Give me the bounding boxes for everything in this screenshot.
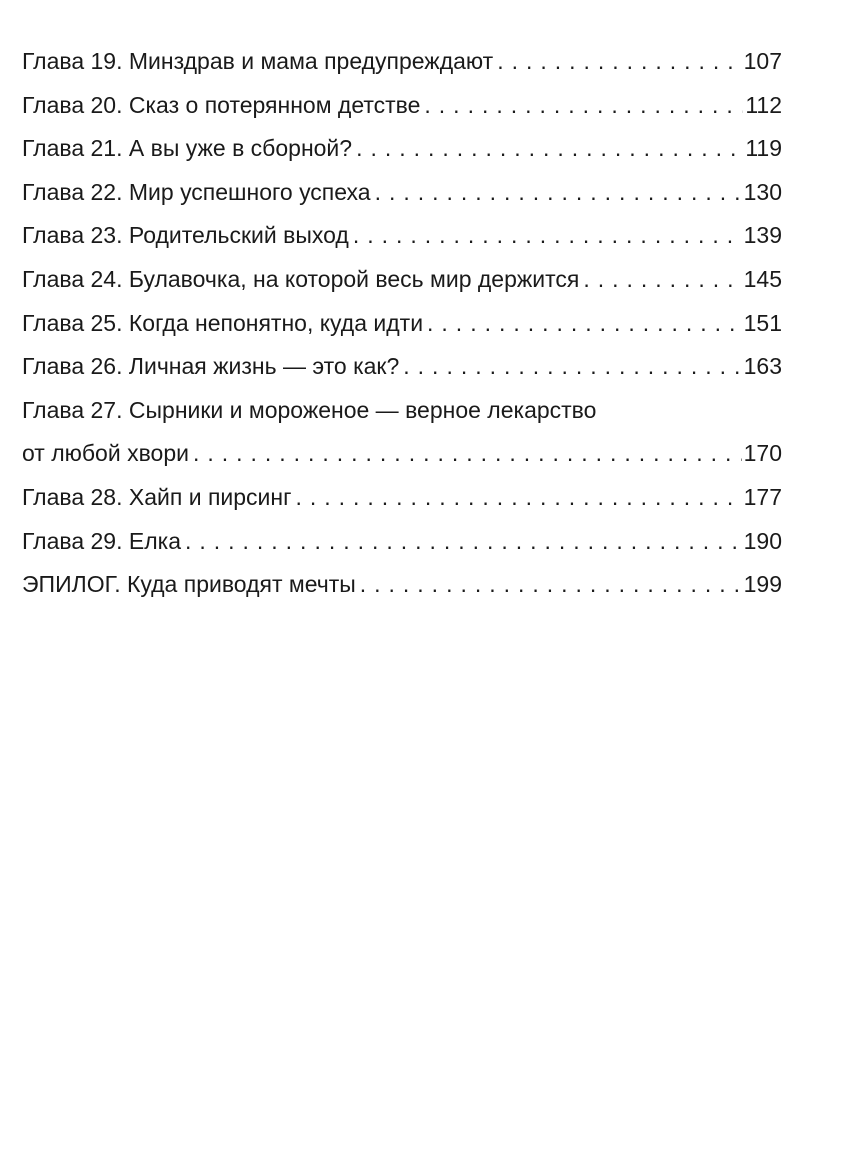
toc-entry-title: Глава 27. Сырники и мороженое — верное лекарство — [22, 396, 597, 423]
toc-entry-title: Глава 19. Минздрав и мама предупреждают — [22, 48, 494, 74]
toc-entry-22[interactable] — [22, 171, 782, 215]
toc-leader-dots — [360, 563, 742, 607]
toc-page-number: 151 — [743, 309, 782, 336]
toc-leader-dots — [375, 171, 742, 215]
toc-entry-title: Глава 21. А вы уже в сборной? — [22, 135, 353, 162]
toc-entry-title: Глава 26. Личная жизнь — это как? — [22, 353, 400, 380]
toc-page-number: 163 — [743, 353, 782, 380]
toc-entry-title: Глава 20. Сказ о потерянном детстве — [22, 91, 421, 118]
toc-page-number: 119 — [745, 135, 782, 162]
toc-leader-dots — [193, 432, 742, 476]
toc-entry-title: Глава 29. Елка — [22, 527, 182, 554]
toc-page-number: 190 — [743, 527, 782, 554]
toc-leader-dots — [427, 302, 742, 346]
toc-entry-title: Глава 25. Когда непонятно, куда идти — [22, 309, 424, 336]
toc-page-number: 145 — [743, 265, 782, 292]
toc-leader-dots — [497, 40, 741, 84]
toc-entry-title: Глава 28. Хайп и пирсинг — [22, 483, 292, 510]
toc-entry-title: Глава 23. Родительский выход — [22, 222, 349, 249]
toc-leader-dots — [583, 258, 741, 302]
toc-entry-23[interactable] — [22, 214, 782, 258]
toc-entry-title: Глава 24. Булавочка, на которой весь мир держится — [22, 265, 580, 292]
toc-page-number: 130 — [743, 178, 782, 205]
toc-entry-19[interactable] — [22, 40, 782, 84]
toc-page-number: 112 — [745, 91, 782, 118]
toc-entry-21[interactable] — [22, 127, 782, 171]
toc-entry-epilogue[interactable] — [22, 563, 782, 607]
toc-leader-dots — [403, 345, 741, 389]
toc-page-number: 139 — [743, 222, 782, 249]
toc-entry-27-line-2[interactable] — [22, 432, 782, 476]
toc-page-number: 199 — [743, 571, 782, 598]
toc-leader-dots — [424, 84, 743, 128]
toc-entry-title: Глава 22. Мир успешного успеха — [22, 178, 371, 205]
toc-leader-dots — [353, 214, 742, 258]
toc-page-number: 170 — [743, 440, 782, 467]
toc-leader-dots — [356, 127, 743, 171]
toc-entry-26[interactable] — [22, 345, 782, 389]
toc-page-number: 177 — [743, 483, 782, 510]
toc-leader-dots — [295, 476, 741, 520]
toc-page-number: 107 — [743, 48, 782, 74]
toc-entry-title: ЭПИЛОГ. Куда приводят мечты — [22, 571, 356, 598]
toc-entry-28[interactable] — [22, 476, 782, 520]
toc-entry-27-line-1[interactable] — [22, 389, 782, 433]
toc-entry-29[interactable] — [22, 520, 782, 564]
toc-entry-20[interactable] — [22, 84, 782, 128]
toc-entry-25[interactable] — [22, 302, 782, 346]
toc-leader-dots — [185, 520, 742, 564]
toc-entry-24[interactable] — [22, 258, 782, 302]
toc-entry-title-continuation: от любой хвори — [22, 440, 189, 467]
table-of-contents — [22, 40, 782, 607]
